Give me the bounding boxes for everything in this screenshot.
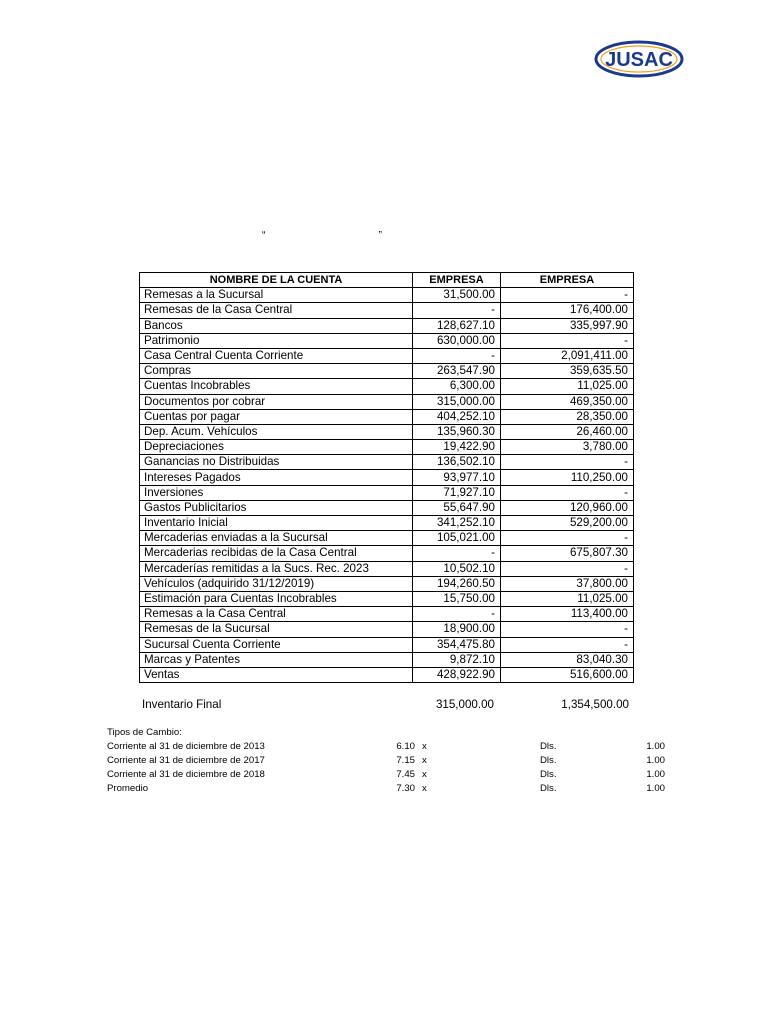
final-inventory-label: Inventario Final <box>142 698 222 711</box>
account-name-cell: Marcas y Patentes <box>140 652 413 667</box>
account-name-cell: Remesas de la Casa Central <box>140 303 413 318</box>
empresa-a-cell: 128,627.10 <box>413 318 501 333</box>
final-inventory-b: 1,354,500.00 <box>561 698 629 711</box>
table-row <box>140 607 634 622</box>
rate-x: x <box>422 783 427 794</box>
rate-label: Corriente al 31 de diciembre de 2013 <box>107 741 265 752</box>
table-row <box>140 667 634 682</box>
empresa-a-cell: 315,000.00 <box>413 394 501 409</box>
account-name-cell: Cuentas Incobrables <box>140 379 413 394</box>
empresa-a-cell: 105,021.00 <box>413 531 501 546</box>
final-inventory-a: 315,000.00 <box>435 698 494 711</box>
table-row <box>140 318 634 333</box>
table-header-row <box>140 273 634 288</box>
logo-text: JUSAC <box>605 49 673 71</box>
accounts-table <box>139 272 634 683</box>
empresa-a-cell: - <box>413 348 501 363</box>
empresa-a-cell: 18,900.00 <box>413 622 501 637</box>
rate-x: x <box>422 755 427 766</box>
rate-dls-value: 1.00 <box>646 741 665 752</box>
table-row <box>140 516 634 531</box>
empresa-b-cell: - <box>501 288 634 303</box>
table-row <box>140 576 634 591</box>
account-name-cell: Ventas <box>140 667 413 682</box>
empresa-a-cell: 6,300.00 <box>413 379 501 394</box>
empresa-a-cell: 55,647.90 <box>413 500 501 515</box>
empresa-b-cell: - <box>501 622 634 637</box>
empresa-a-cell: 630,000.00 <box>413 333 501 348</box>
final-inventory-row <box>139 698 634 714</box>
account-name-cell: Depreciaciones <box>140 440 413 455</box>
exchange-rate-row <box>107 741 667 755</box>
empresa-b-cell: 529,200.00 <box>501 516 634 531</box>
empresa-b-cell: 2,091,411.00 <box>501 348 634 363</box>
empresa-a-cell: 263,547.90 <box>413 364 501 379</box>
table-row <box>140 546 634 561</box>
account-name-cell: Bancos <box>140 318 413 333</box>
empresa-b-cell: 26,460.00 <box>501 424 634 439</box>
empresa-b-cell: - <box>501 455 634 470</box>
empresa-a-cell: 10,502.10 <box>413 561 501 576</box>
empresa-b-cell: 176,400.00 <box>501 303 634 318</box>
rate-dls-value: 1.00 <box>646 783 665 794</box>
empresa-b-cell: 113,400.00 <box>501 607 634 622</box>
close-quote: ” <box>378 230 382 241</box>
table-row <box>140 364 634 379</box>
header-empresa-b: EMPRESA <box>501 273 634 288</box>
rate-label: Corriente al 31 de diciembre de 2017 <box>107 755 265 766</box>
empresa-a-cell: 19,422.90 <box>413 440 501 455</box>
account-name-cell: Documentos por cobrar <box>140 394 413 409</box>
empresa-a-cell: - <box>413 303 501 318</box>
table-row <box>140 531 634 546</box>
empresa-a-cell: 136,502.10 <box>413 455 501 470</box>
rate-dls-value: 1.00 <box>646 769 665 780</box>
empresa-b-cell: 675,807.30 <box>501 546 634 561</box>
empresa-a-cell: 15,750.00 <box>413 591 501 606</box>
empresa-a-cell: 404,252.10 <box>413 409 501 424</box>
account-name-cell: Ganancias no Distribuidas <box>140 455 413 470</box>
empresa-b-cell: 516,600.00 <box>501 667 634 682</box>
rate-label: Corriente al 31 de diciembre de 2018 <box>107 769 265 780</box>
table-row <box>140 394 634 409</box>
account-name-cell: Patrimonio <box>140 333 413 348</box>
rate-value: 6.10 <box>396 741 415 752</box>
table-row <box>140 591 634 606</box>
header-account-name: NOMBRE DE LA CUENTA <box>140 273 413 288</box>
table-row <box>140 440 634 455</box>
table-row <box>140 379 634 394</box>
title-quote-marks <box>262 230 382 241</box>
empresa-b-cell: 335,997.90 <box>501 318 634 333</box>
empresa-a-cell: 31,500.00 <box>413 288 501 303</box>
account-name-cell: Remesas a la Sucursal <box>140 288 413 303</box>
empresa-b-cell: 120,960.00 <box>501 500 634 515</box>
table-row <box>140 637 634 652</box>
empresa-b-cell: 359,635.50 <box>501 364 634 379</box>
table-row <box>140 485 634 500</box>
rate-value: 7.30 <box>396 783 415 794</box>
empresa-b-cell: 3,780.00 <box>501 440 634 455</box>
table-row <box>140 500 634 515</box>
empresa-b-cell: 110,250.00 <box>501 470 634 485</box>
table-row <box>140 470 634 485</box>
header-empresa-a: EMPRESA <box>413 273 501 288</box>
rate-x: x <box>422 769 427 780</box>
table-row <box>140 409 634 424</box>
empresa-a-cell: 135,960.30 <box>413 424 501 439</box>
table-row <box>140 424 634 439</box>
account-name-cell: Remesas de la Sucursal <box>140 622 413 637</box>
empresa-a-cell: 93,977.10 <box>413 470 501 485</box>
rate-unit: Dls. <box>540 783 557 794</box>
account-name-cell: Compras <box>140 364 413 379</box>
empresa-a-cell: - <box>413 607 501 622</box>
rate-unit: Dls. <box>540 769 557 780</box>
account-name-cell: Vehículos (adquirido 31/12/2019) <box>140 576 413 591</box>
empresa-a-cell: 428,922.90 <box>413 667 501 682</box>
exchange-rate-row <box>107 783 667 797</box>
empresa-a-cell: 9,872.10 <box>413 652 501 667</box>
account-name-cell: Sucursal Cuenta Corriente <box>140 637 413 652</box>
table-row <box>140 561 634 576</box>
empresa-b-cell: - <box>501 531 634 546</box>
open-quote: “ <box>262 230 266 241</box>
table-row <box>140 333 634 348</box>
account-name-cell: Gastos Publicitarios <box>140 500 413 515</box>
account-name-cell: Mercaderias recibidas de la Casa Central <box>140 546 413 561</box>
account-name-cell: Estimación para Cuentas Incobrables <box>140 591 413 606</box>
rate-value: 7.45 <box>396 769 415 780</box>
empresa-b-cell: - <box>501 561 634 576</box>
rate-label: Promedio <box>107 783 149 794</box>
exchange-rates-section <box>107 727 667 797</box>
exchange-rate-row <box>107 769 667 783</box>
exchange-rates-caption: Tipos de Cambio: <box>107 727 182 738</box>
account-name-cell: Mercaderias enviadas a la Sucursal <box>140 531 413 546</box>
account-name-cell: Dep. Acum. Vehículos <box>140 424 413 439</box>
rate-dls-value: 1.00 <box>646 755 665 766</box>
empresa-b-cell: - <box>501 333 634 348</box>
empresa-b-cell: 37,800.00 <box>501 576 634 591</box>
jusac-logo <box>594 40 684 78</box>
empresa-a-cell: 341,252.10 <box>413 516 501 531</box>
empresa-a-cell: 354,475.80 <box>413 637 501 652</box>
empresa-b-cell: 11,025.00 <box>501 591 634 606</box>
empresa-b-cell: 11,025.00 <box>501 379 634 394</box>
rate-x: x <box>422 741 427 752</box>
account-name-cell: Remesas a la Casa Central <box>140 607 413 622</box>
rate-value: 7.15 <box>396 755 415 766</box>
account-name-cell: Inversiones <box>140 485 413 500</box>
exchange-rate-row <box>107 755 667 769</box>
account-name-cell: Intereses Pagados <box>140 470 413 485</box>
table-row <box>140 652 634 667</box>
table-row <box>140 455 634 470</box>
account-name-cell: Casa Central Cuenta Corriente <box>140 348 413 363</box>
rate-unit: Dls. <box>540 741 557 752</box>
table-row <box>140 622 634 637</box>
empresa-b-cell: 28,350.00 <box>501 409 634 424</box>
account-name-cell: Mercaderías remitidas a la Sucs. Rec. 2023 <box>140 561 413 576</box>
empresa-a-cell: 194,260.50 <box>413 576 501 591</box>
empresa-b-cell: 83,040.30 <box>501 652 634 667</box>
table-row <box>140 348 634 363</box>
empresa-b-cell: - <box>501 637 634 652</box>
table-row <box>140 303 634 318</box>
account-name-cell: Cuentas por pagar <box>140 409 413 424</box>
empresa-a-cell: - <box>413 546 501 561</box>
table-row <box>140 288 634 303</box>
empresa-b-cell: 469,350.00 <box>501 394 634 409</box>
empresa-a-cell: 71,927.10 <box>413 485 501 500</box>
rate-unit: Dls. <box>540 755 557 766</box>
empresa-b-cell: - <box>501 485 634 500</box>
account-name-cell: Inventario Inicial <box>140 516 413 531</box>
